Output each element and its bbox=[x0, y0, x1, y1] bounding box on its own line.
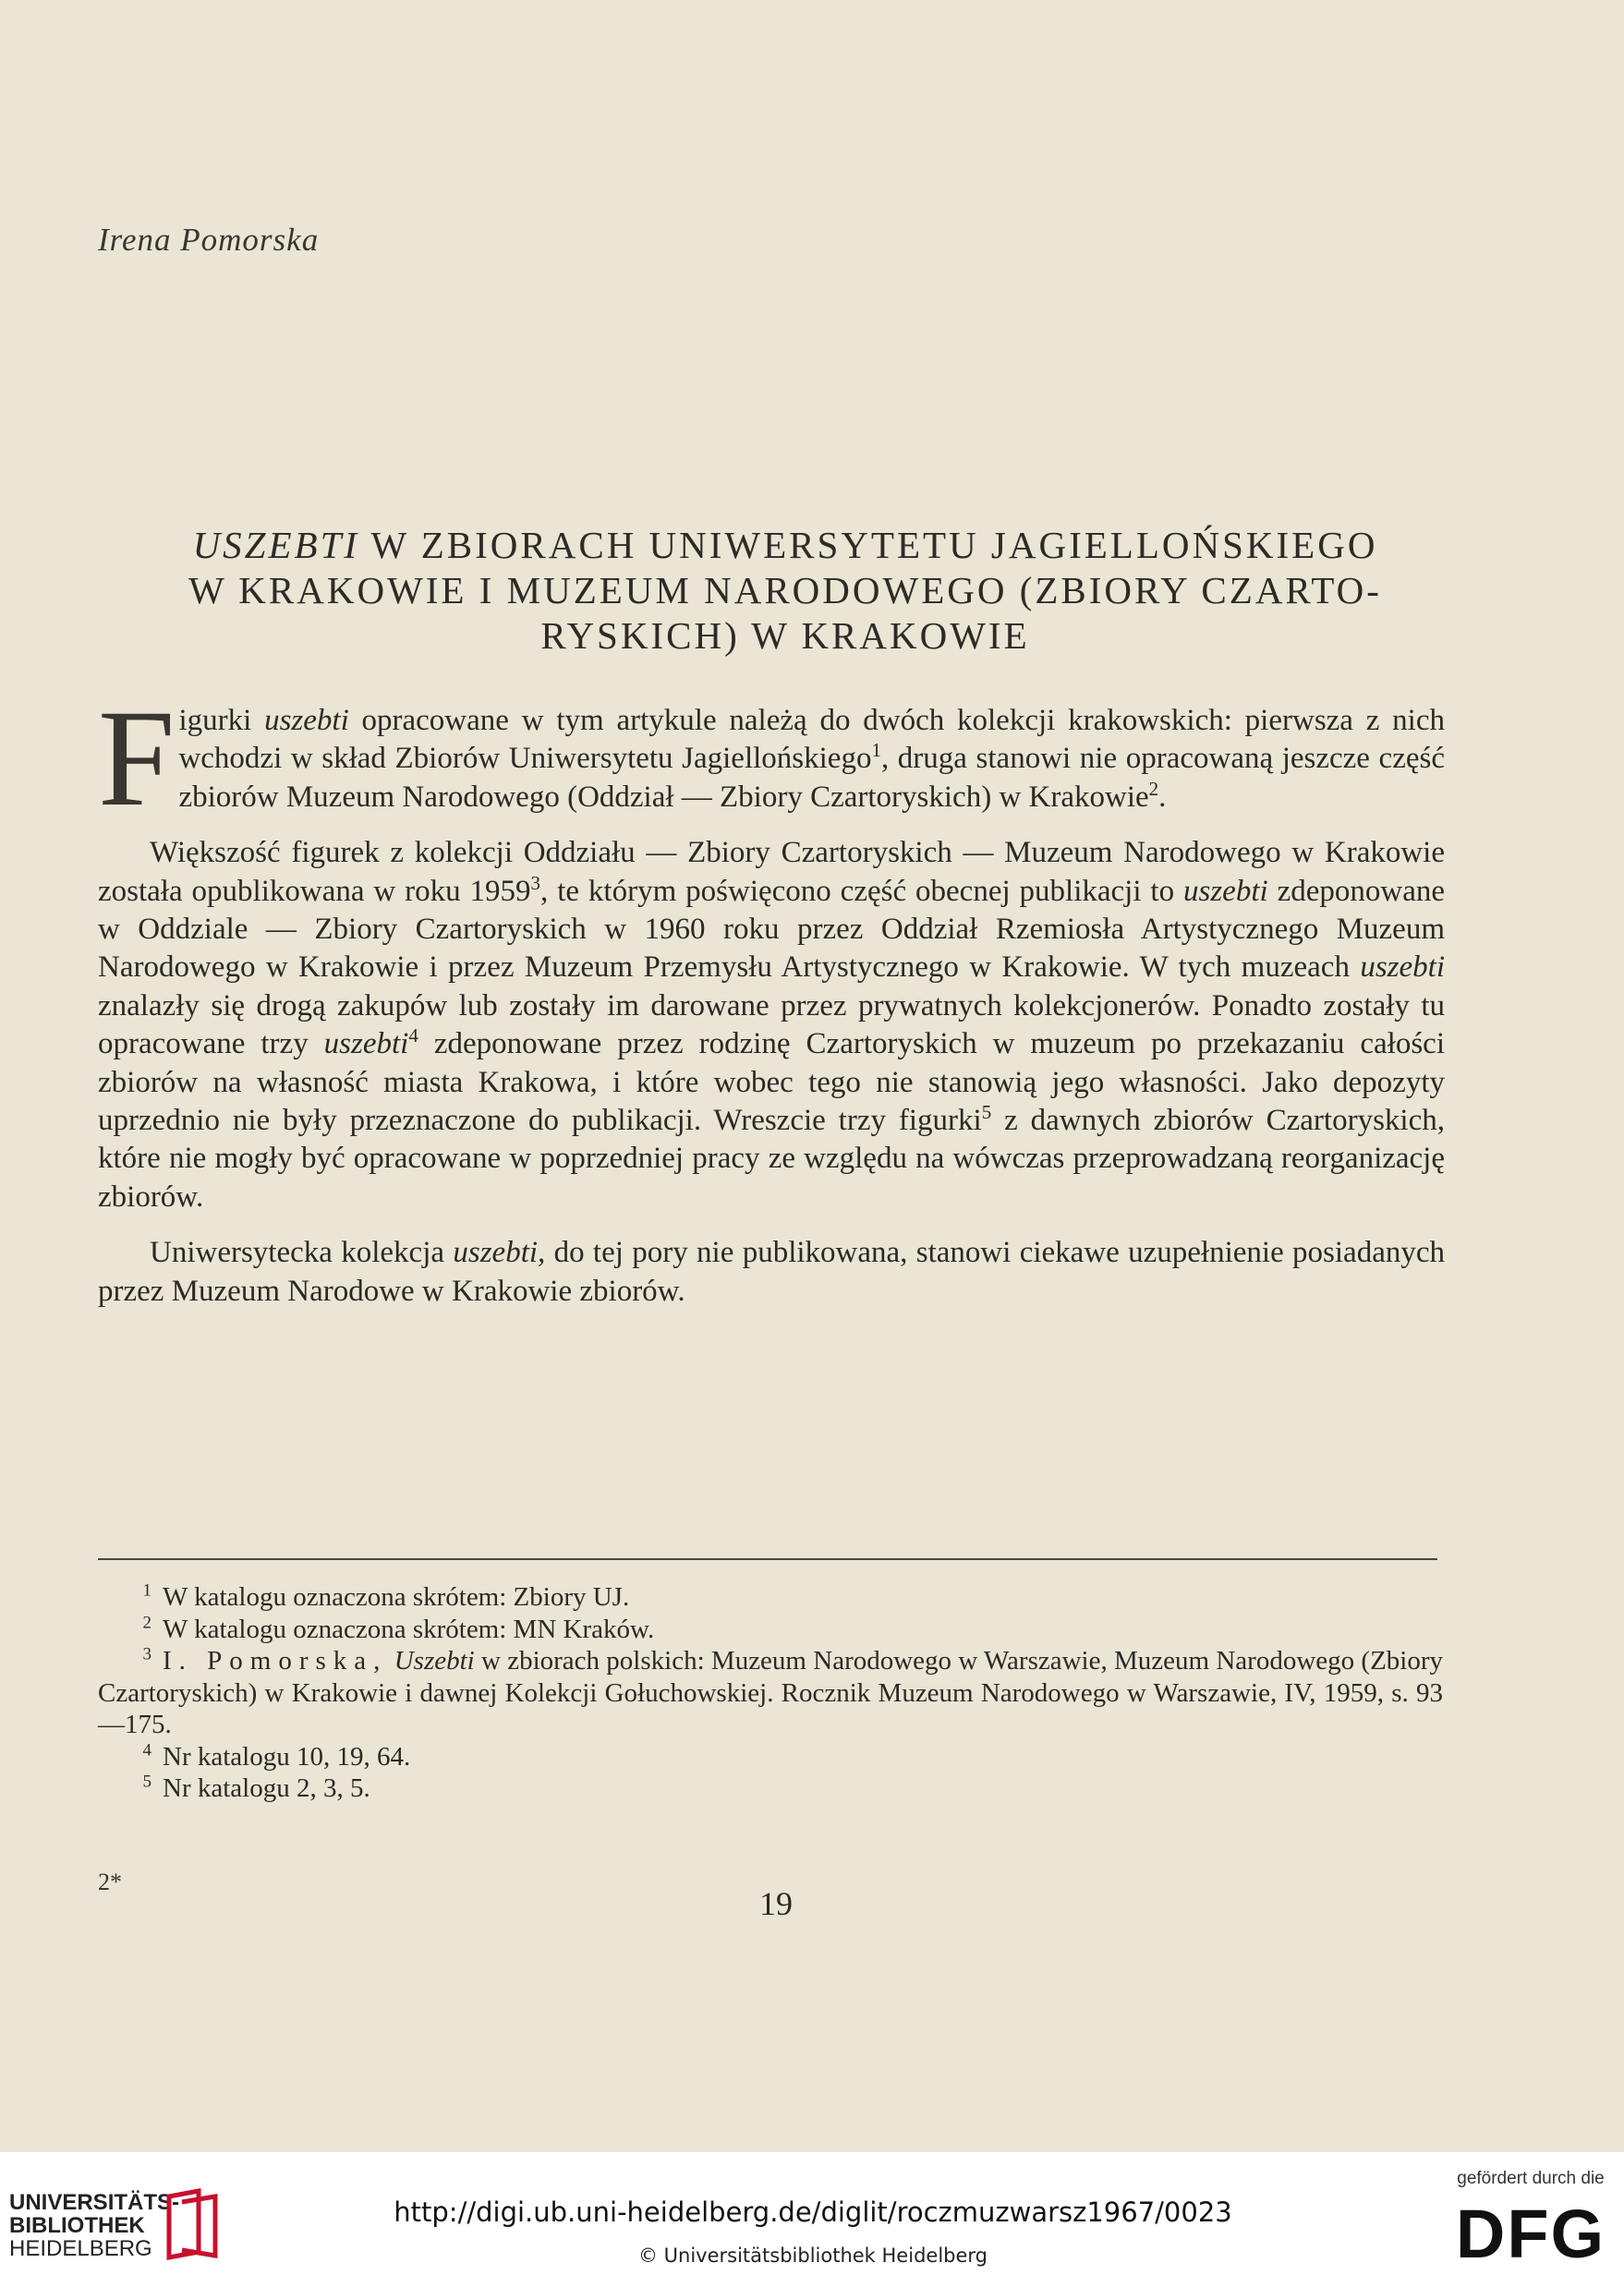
italic-term: uszebti bbox=[323, 1027, 409, 1061]
title-line-3: RYSKICH) W KRAKOWIE bbox=[540, 614, 1030, 657]
title-line-2: W KRAKOWIE I MUZEUM NARODOWEGO (ZBIORY CZARTO- bbox=[188, 569, 1382, 611]
italic-term: uszebti bbox=[1360, 950, 1445, 985]
library-name-line-3: HEIDELBERG bbox=[9, 2236, 152, 2261]
footnote-author: I. Pomorska, bbox=[163, 1646, 388, 1676]
title-line-1-text: W ZBIORACH UNIWERSYTETU JAGIELLOŃSKIEGO bbox=[359, 524, 1378, 566]
footnote-ref: 4 bbox=[408, 1024, 418, 1047]
text: . bbox=[1158, 780, 1167, 814]
text: z dawnych zbiorów Czartoryskich, które nie mogły być opracowane w poprzedniej pracy ze względu na wówczas przeprowadzaną reorganizację zbiorów. bbox=[98, 1104, 1445, 1214]
copyright-notice: © Universitätsbibliothek Heidelberg bbox=[637, 2245, 988, 2267]
paragraph-3 bbox=[98, 1234, 1445, 1311]
footnote-text: w zbiorach polskich: Muzeum Narodowego w Warszawie, Muzeum Narodowego (Zbiory Czartoryskich) w Krakowie i dawnej Kolekcji Gołuchowskiej. Rocznik Muzeum Narodowego w Warszawie, IV, 1959, s. 93—175. bbox=[98, 1646, 1444, 1739]
footnote-number bbox=[98, 1645, 163, 1677]
text: Uniwersytecka kolekcja bbox=[150, 1236, 454, 1270]
title-emphasis: USZEBTI bbox=[192, 524, 360, 566]
paragraph-1 bbox=[98, 682, 1445, 835]
footnote-2 bbox=[98, 1614, 1443, 1646]
footnote-5 bbox=[98, 1773, 1443, 1805]
footnote-ref: 5 bbox=[981, 1101, 992, 1124]
title-line-1 bbox=[120, 523, 1450, 568]
text: zdeponowane przez rodzinę Czartoryskich w muzeum po przekazaniu całości zbiorów na własność miasta Krakowa, i które wobec tego nie stanowią jego własności. Jako depozyty uprzednio nie były przeznaczone do publikacji. Wreszcie trzy figurki bbox=[98, 1027, 1445, 1138]
footnote-ref: 1 bbox=[871, 739, 881, 762]
article-body bbox=[98, 682, 1446, 1311]
text: do tej pory nie publikowana, stanowi ciekawe uzupełnienie posiadanych przez Muzeum Narodowe w Krakowie zbiorów. bbox=[98, 1236, 1446, 1308]
footnote-divider bbox=[98, 1558, 1437, 1560]
footnote-text: Nr katalogu 2, 3, 5. bbox=[163, 1773, 370, 1803]
funding-label: gefördert durch die bbox=[1457, 2169, 1605, 2188]
text: , te którym poświęcono część obecnej publikacji to bbox=[540, 874, 1183, 908]
footnote-number-text: 4 bbox=[142, 1739, 151, 1760]
footnote-number bbox=[98, 1741, 163, 1773]
footer-bar bbox=[0, 2152, 1624, 2287]
page-number: 19 bbox=[759, 1885, 793, 1922]
footnote-number-text: 2 bbox=[142, 1612, 151, 1632]
permalink-url[interactable]: http://digi.ub.uni-heidelberg.de/diglit/roczmuzwarsz1967/0023 bbox=[394, 2196, 1232, 2228]
footnote-1 bbox=[98, 1581, 1443, 1614]
italic-term: uszebti, bbox=[453, 1236, 546, 1270]
italic-term: uszebti bbox=[264, 704, 349, 737]
footnote-ref: 3 bbox=[530, 871, 541, 894]
author-name: Irena Pomorska bbox=[98, 222, 320, 258]
library-name-line-2: BIBLIOTHEK bbox=[9, 2213, 145, 2238]
text: zdeponowane w Oddziale — Zbiory Czartoryskich w 1960 roku przez Oddział Rzemiosła Artystycznego Muzeum Narodowego w Krakowie i przez Muzeum Przemysłu Artystycznego w Krakowie. W tych muzeach bbox=[98, 874, 1445, 985]
footnote-text: W katalogu oznaczona skrótem: Zbiory UJ. bbox=[163, 1582, 630, 1612]
footnote-number-text: 1 bbox=[142, 1580, 151, 1601]
library-logo-icon[interactable] bbox=[162, 2187, 226, 2261]
footnote-number-text: 5 bbox=[142, 1772, 151, 1792]
text: igurki bbox=[178, 704, 265, 737]
italic-term: Uszebti bbox=[394, 1646, 475, 1676]
footnote-number bbox=[98, 1581, 163, 1614]
footnote-number bbox=[98, 1773, 163, 1805]
paragraph-2 bbox=[98, 834, 1445, 1216]
footnote-4 bbox=[98, 1741, 1443, 1773]
article-title bbox=[120, 523, 1450, 659]
footnotes bbox=[98, 1581, 1443, 1805]
footnote-ref: 2 bbox=[1148, 777, 1159, 800]
footnote-3 bbox=[98, 1645, 1443, 1741]
text: opracowane w tym artykule należą do dwóch kolekcji krakowskich: pierwsza z nich wchodzi w skład Zbiorów Uniwersytetu Jagiellońskiego bbox=[178, 704, 1445, 776]
text: , druga stanowi nie opracowaną jeszcze część zbiorów Muzeum Narodowego (Oddział — Zbiory Czartoryskich) w Krakowie bbox=[178, 742, 1445, 814]
library-name-line-1: UNIVERSITÄTS- bbox=[9, 2190, 180, 2215]
dfg-logo[interactable]: DFG bbox=[1455, 2196, 1606, 2272]
footnote-number bbox=[98, 1614, 163, 1646]
drop-cap: F bbox=[98, 682, 176, 835]
library-logo-text[interactable] bbox=[9, 2191, 179, 2260]
text: Większość figurek z kolekcji Oddziału — Zbiory Czartoryskich — Muzeum Narodowego w Krakowie została opublikowana w roku 1959 bbox=[98, 836, 1445, 908]
footnote-text: W katalogu oznaczona skrótem: MN Kraków. bbox=[163, 1614, 655, 1644]
text: znalazły się drogą zakupów lub zostały im darowane przez prywatnych kolekcjonerów. Ponadto zostały tu opracowane trzy bbox=[98, 988, 1445, 1061]
printer-signature: 2* bbox=[98, 1869, 122, 1895]
footnote-text: Nr katalogu 10, 19, 64. bbox=[163, 1741, 411, 1772]
italic-term: uszebti bbox=[1183, 874, 1268, 908]
footnote-number-text: 3 bbox=[142, 1644, 151, 1664]
